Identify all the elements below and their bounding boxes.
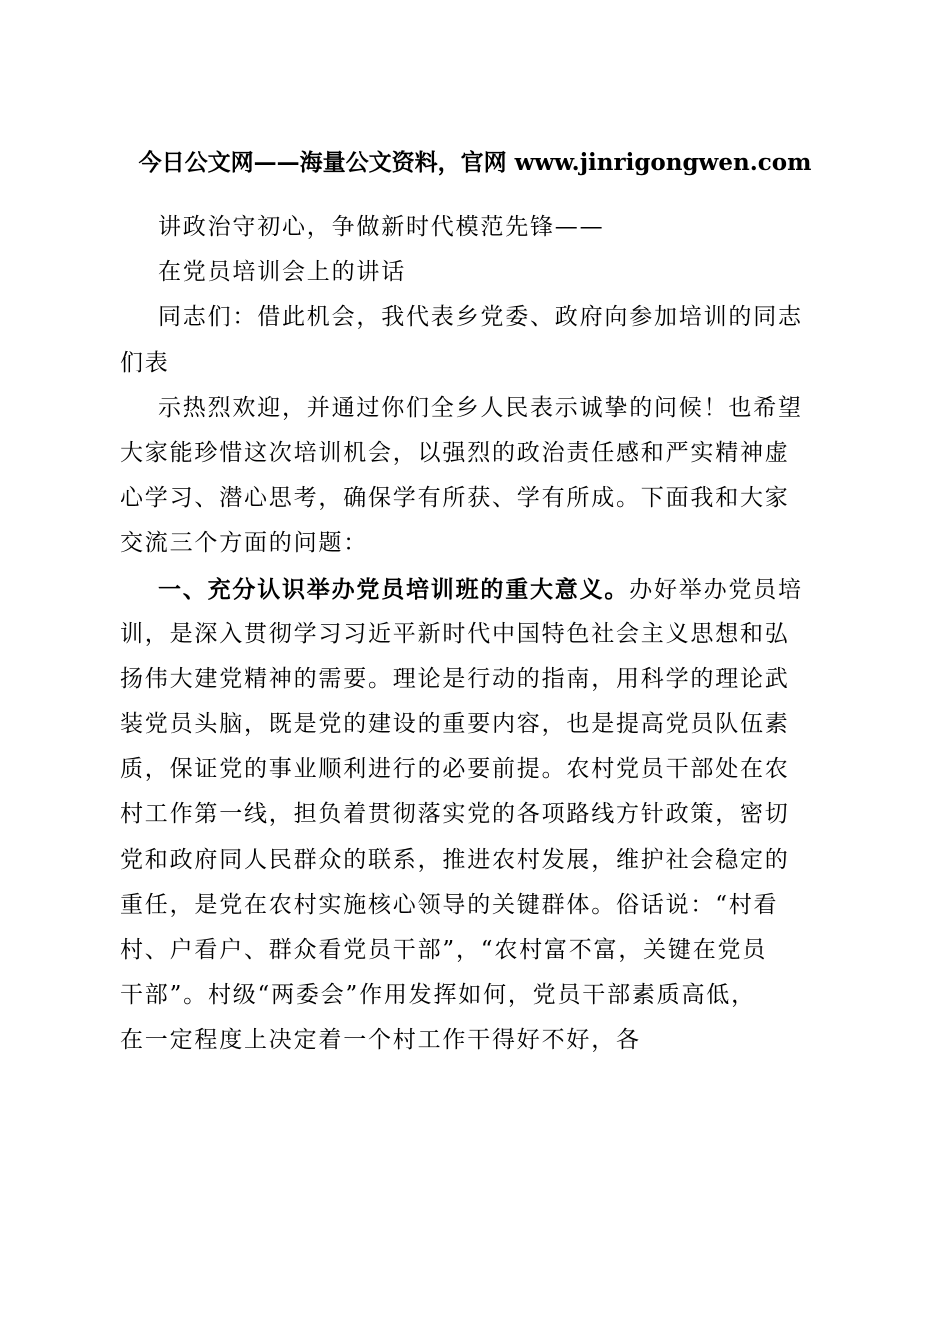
speech-title-line-1: 讲政治守初心，争做新时代模范先锋—— bbox=[158, 214, 605, 240]
section-1-heading: 一、充分认识举办党员培训班的重大意义。 bbox=[158, 575, 630, 603]
section-1-line-11: 在一定程度上决定着一个村工作干得好不好，各 bbox=[120, 1027, 641, 1054]
section-1-line-3: 扬伟大建党精神的需要。理论是行动的指南，用科学的理论武 bbox=[120, 665, 790, 692]
greeting-line-1: 同志们：借此机会，我代表乡党委、政府向参加培训的同志 bbox=[158, 304, 803, 331]
section-1-line-10: 干部”。村级“两委会”作用发挥如何，党员干部素质高低， bbox=[120, 982, 756, 1009]
section-1-line-5: 质，保证党的事业顺利进行的必要前提。农村党员干部处在农 bbox=[120, 756, 790, 783]
section-1-line-4: 装党员头脑，既是党的建设的重要内容，也是提高党员队伍素 bbox=[120, 711, 790, 738]
section-1-line-6: 村工作第一线，担负着贯彻落实党的各项路线方针政策，密切 bbox=[120, 801, 790, 828]
site-header: 今日公文网——海量公文资料，官网 www.jinrigongwen.com bbox=[138, 149, 812, 176]
section-1-line-8: 重任，是党在农村实施核心领导的关键群体。俗话说：“村看 bbox=[120, 891, 779, 918]
section-1-line-2: 训，是深入贯彻学习习近平新时代中国特色社会主义思想和弘 bbox=[120, 620, 790, 647]
paragraph-1-line-2: 大家能珍惜这次培训机会，以强烈的政治责任感和严实精神虚 bbox=[120, 439, 790, 466]
document-body bbox=[120, 205, 830, 1064]
section-1-first-text: 办好举办党员培 bbox=[629, 576, 803, 603]
paragraph-1-line-3: 心学习、潜心思考，确保学有所获、学有所成。下面我和大家 bbox=[120, 485, 790, 512]
section-1-line-9: 村、户看户、群众看党员干部”，“农村富不富，关键在党员 bbox=[120, 937, 768, 963]
paragraph-1-line-1: 示热烈欢迎，并通过你们全乡人民表示诚挚的问候！也希望 bbox=[158, 394, 803, 421]
paragraph-1-line-4: 交流三个方面的问题： bbox=[120, 530, 368, 557]
speech-title-line-2: 在党员培训会上的讲话 bbox=[158, 259, 406, 286]
section-1-first-line bbox=[120, 567, 830, 612]
greeting-line-2: 们表 bbox=[120, 349, 170, 376]
section-1-line-7: 党和政府同人民群众的联系，推进农村发展，维护社会稳定的 bbox=[120, 846, 790, 873]
